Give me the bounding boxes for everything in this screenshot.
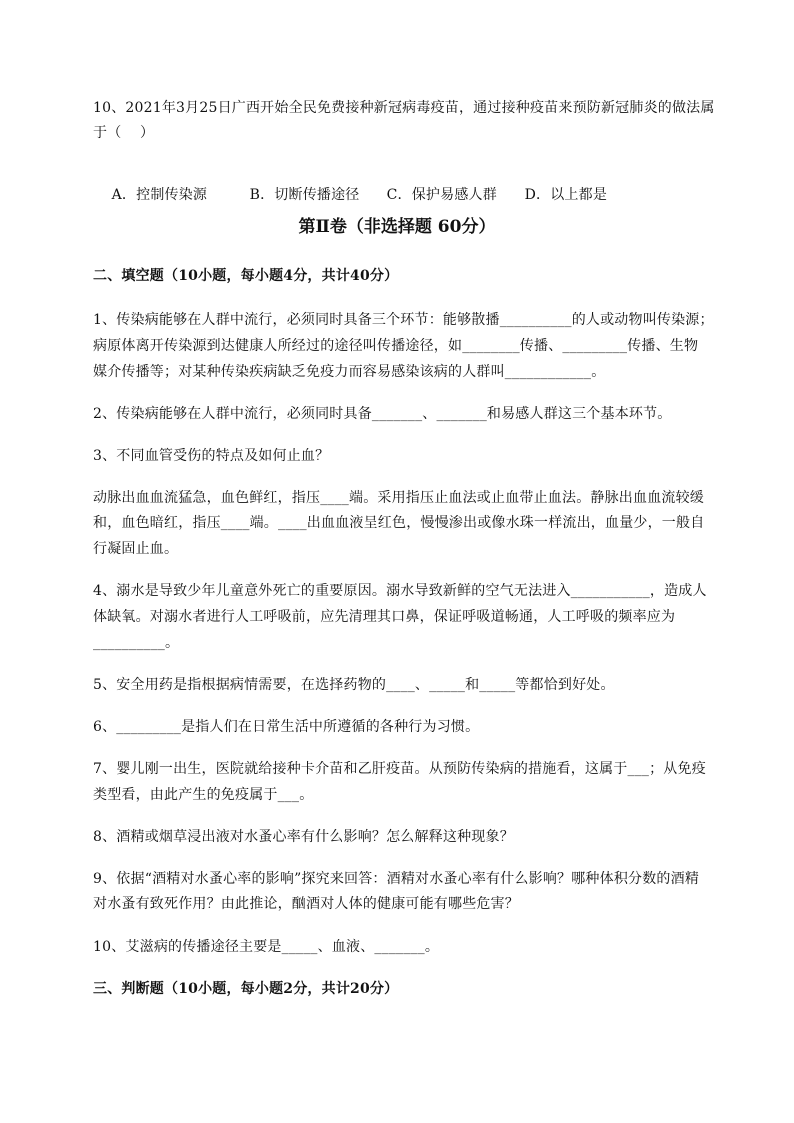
fill-q4-line-2: 体缺氧。对溺水者进行人工呼吸前，应先清理其口鼻，保证呼吸道畅通，人工呼吸的频率应为 <box>93 609 676 625</box>
section-3-heading: 三、判断题（10小题，每小题2分，共计20分） <box>93 981 399 997</box>
part-2-heading: 第Ⅱ卷（非选择题 60分） <box>298 217 496 237</box>
fill-q9-line-1: 9、依据“酒精对水蚤心率的影响”探究来回答：酒精对水蚤心率有什么影响？哪种体积分数的酒精 <box>93 871 700 887</box>
fill-q4-line-1: 4、溺水是导致少年儿童意外死亡的重要原因。溺水导致新鲜的空气无法进入___________，造成人 <box>93 583 707 599</box>
option-a: A．控制传染源 <box>111 187 208 203</box>
fill-q10-line-1: 10、艾滋病的传播途径主要是_____、血液、_______。 <box>93 939 440 955</box>
fill-q2-line-1: 2、传染病能够在人群中流行，必须同时具备_______、_______和易感人群这三个基本环节。 <box>93 406 672 422</box>
fill-q6-line-1: 6、_________是指人们在日常生活中所遵循的各种行为习惯。 <box>93 719 480 735</box>
question-10-stem-line-1: 10、2021年3月25日广西开始全民免费接种新冠病毒疫苗，通过接种疫苗来预防新冠肺炎的做法属 <box>93 100 715 116</box>
fill-q3-line-4: 行凝固止血。 <box>93 541 179 557</box>
fill-q7-line-2: 类型看，由此产生的免疫属于___。 <box>93 787 314 803</box>
fill-q1-line-2: 病原体离开传染源到达健康人所经过的途径叫传播途径，如________传播、_________传播、生物 <box>93 338 699 354</box>
fill-q3-line-3: 和，血色暗红，指压____端。____出血血液呈红色，慢慢渗出或像水珠一样流出，血量少，一般自 <box>93 515 705 531</box>
fill-q1-line-1: 1、传染病能够在人群中流行，必须同时具备三个环节：能够散播__________的人或动物叫传染源； <box>93 312 714 328</box>
fill-q9-line-2: 对水蚤有致死作用？由此推论，酗酒对人体的健康可能有哪些危害？ <box>93 896 519 912</box>
fill-q1-line-3: 媒介传播等；对某种传染疾病缺乏免疫力而容易感染该病的人群叫____________。 <box>93 364 606 380</box>
option-d: D．以上都是 <box>524 187 608 203</box>
fill-q7-line-1: 7、婴儿刚一出生，医院就给接种卡介苗和乙肝疫苗。从预防传染病的措施看，这属于___；从免疫 <box>93 761 706 777</box>
question-10-stem-line-2: 于（ ） <box>93 125 155 141</box>
fill-q5-line-1: 5、安全用药是指根据病情需要，在选择药物的____、_____和_____等都恰到好处。 <box>93 677 615 693</box>
fill-q4-line-3: __________。 <box>93 635 180 651</box>
fill-q8-line-1: 8、酒精或烟草浸出液对水蚤心率有什么影响？怎么解释这种现象？ <box>93 829 514 845</box>
question-10-options <box>93 168 753 222</box>
option-c: C．保护易感人群 <box>386 187 497 203</box>
fill-q3-line-2: 动脉出血血流猛急，血色鲜红，指压____端。采用指压止血法或止血带止血法。静脉出血血流较缓 <box>93 490 704 506</box>
fill-q3-line-1: 3、不同血管受伤的特点及如何止血？ <box>93 448 330 464</box>
section-2-heading: 二、填空题（10小题，每小题4分，共计40分） <box>93 268 399 284</box>
option-b: B．切断传播途径 <box>249 187 360 203</box>
